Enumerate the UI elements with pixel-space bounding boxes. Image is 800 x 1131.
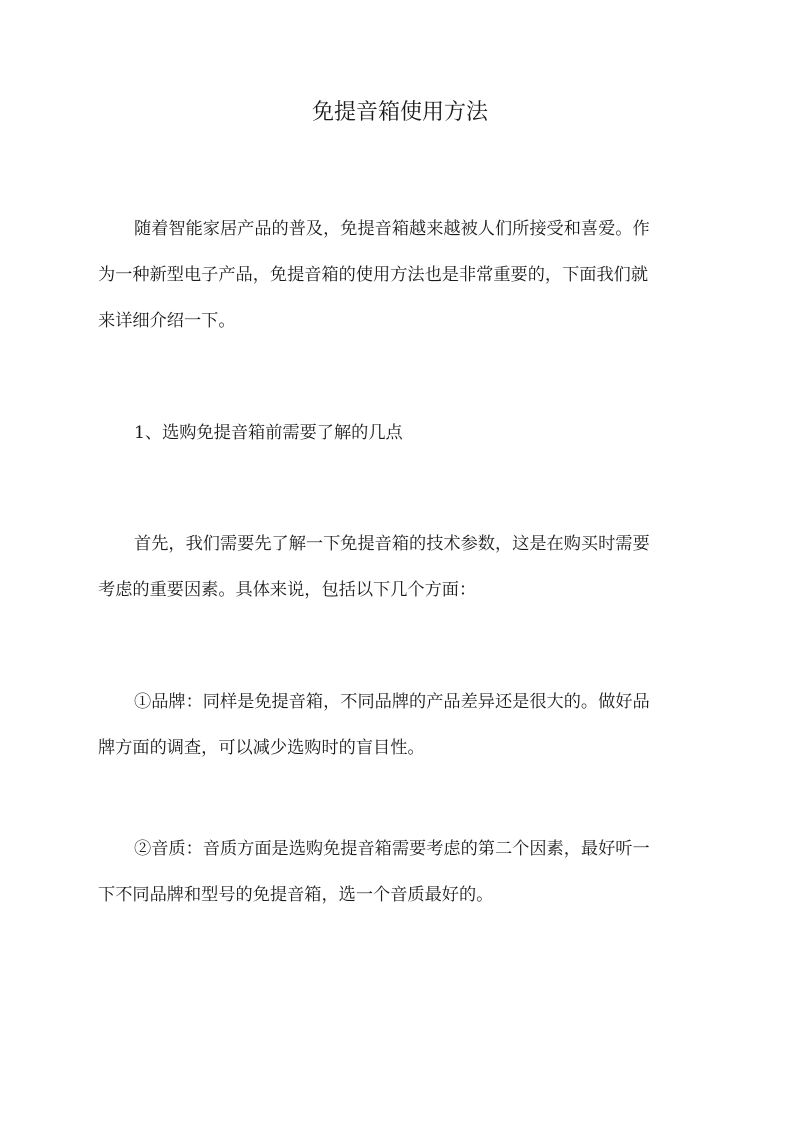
- paragraph-brand: [98, 679, 702, 771]
- document-title: 免提音箱使用方法: [311, 100, 488, 125]
- paragraph-line: ①品牌：同样是免提音箱，不同品牌的产品差异还是很大的。做好品: [134, 692, 650, 712]
- paragraph-line: 1、选购免提音箱前需要了解的几点: [134, 423, 403, 443]
- paragraph-sound-quality: [98, 826, 702, 918]
- paragraph-line: 随着智能家居产品的普及，免提音箱越来越被人们所接受和喜爱。作: [134, 219, 650, 239]
- paragraph-line: 下不同品牌和型号的免提音箱，选一个音质最好的。: [98, 885, 494, 905]
- paragraph-intro: [98, 206, 702, 344]
- paragraph-parameters: [98, 521, 702, 613]
- section-heading: [98, 410, 702, 456]
- paragraph-line: 为一种新型电子产品，免提音箱的使用方法也是非常重要的，下面我们就: [98, 265, 649, 285]
- paragraph-line: ②音质：音质方面是选购免提音箱需要考虑的第二个因素，最好听一: [134, 839, 650, 859]
- paragraph-line: 首先，我们需要先了解一下免提音箱的技术参数，这是在购买时需要: [134, 534, 650, 554]
- paragraph-line: 牌方面的调查，可以减少选购时的盲目性。: [98, 738, 425, 758]
- paragraph-line: 来详细介绍一下。: [98, 311, 236, 331]
- paragraph-line: 考虑的重要因素。具体来说，包括以下几个方面：: [98, 580, 477, 600]
